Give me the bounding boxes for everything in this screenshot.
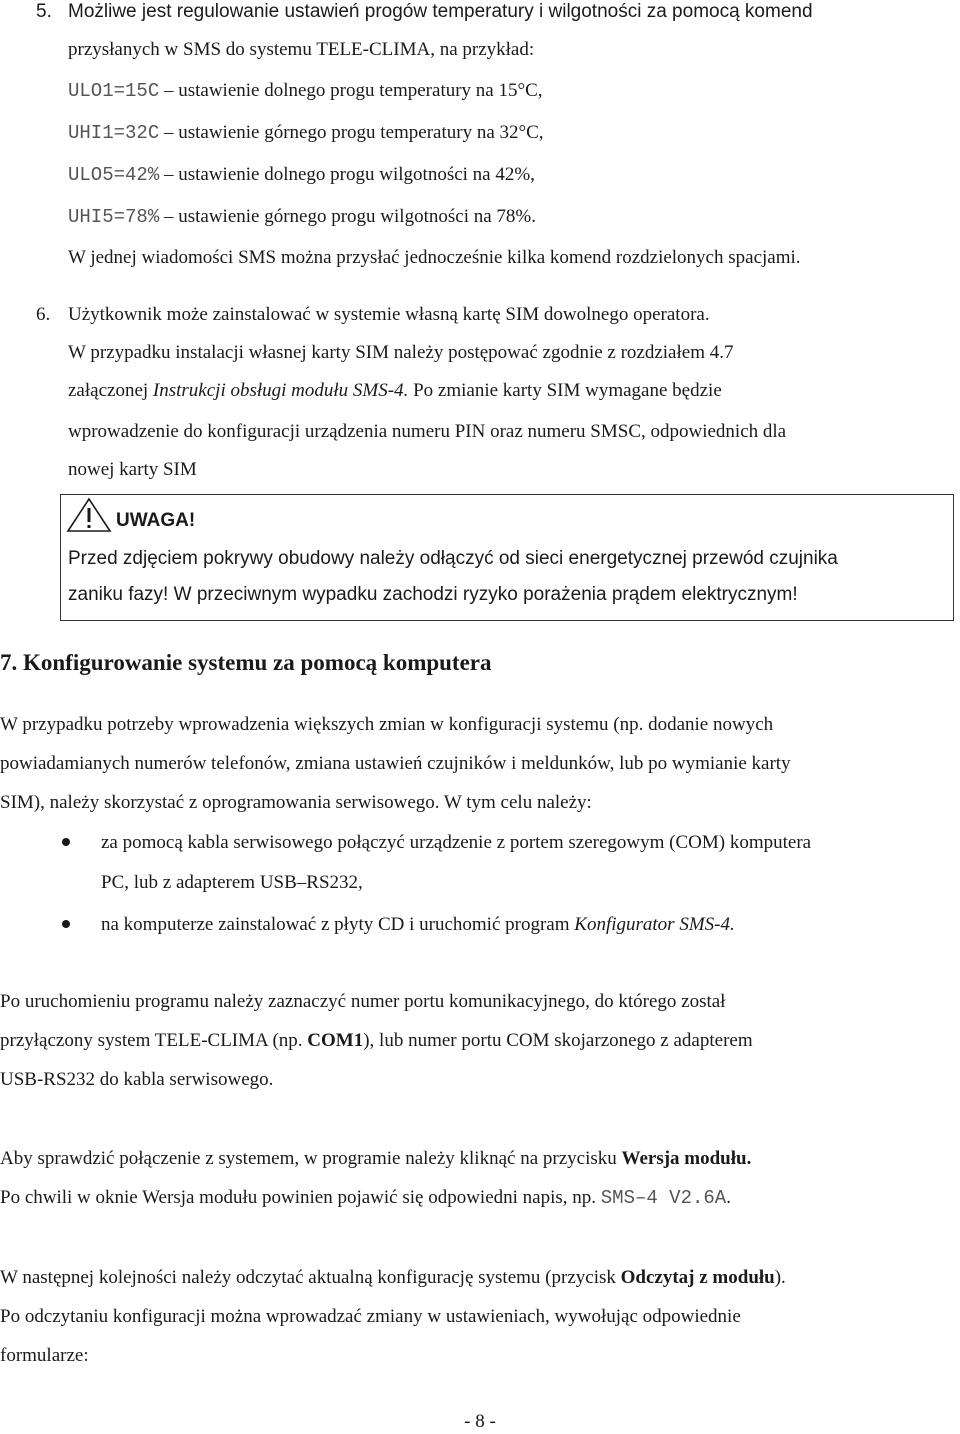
command-code: UHI1=32C [68, 122, 160, 144]
paragraph-2-line-3: USB-RS232 do kabla serwisowego. [0, 1069, 274, 1090]
bullet-dot [62, 920, 70, 928]
paragraph-4-line-3: formularze: [0, 1345, 89, 1366]
text-span: ), lub numer portu COM skojarzonego z adapterem [363, 1030, 753, 1051]
text-span: załączonej [68, 380, 153, 401]
manual-title: Instrukcji obsługi modułu SMS-4. [152, 380, 409, 401]
command-row-3 [68, 163, 535, 187]
section-heading: 7. Konfigurowanie systemu za pomocą komputera [0, 650, 492, 675]
bullet-dot [62, 838, 70, 846]
paragraph-1-line-1: W przypadku potrzeby wprowadzenia większych zmian w konfiguracji systemu (np. dodanie nowych [0, 714, 774, 735]
version-string: SMS–4 V2.6A [600, 1187, 727, 1209]
command-description: – ustawienie górnego progu wilgotności na 78%. [163, 206, 536, 227]
paragraph-2-line-2 [0, 1029, 753, 1053]
paragraph-1-line-3: SIM), należy skorzystać z oprogramowania serwisowego. W tym celu należy: [0, 792, 592, 813]
item-6-line-2: W przypadku instalacji własnej karty SIM należy postępować zgodnie z rozdziałem 4.7 [68, 342, 734, 363]
warning-title: UWAGA! [116, 510, 196, 531]
command-row-2 [68, 121, 544, 145]
item-5-note: W jednej wiadomości SMS można przysłać jednocześnie kilka komend rozdzielonych spacjami. [68, 247, 801, 268]
command-row-4 [68, 205, 536, 229]
bullet-1-line-2: PC, lub z adapterem USB–RS232, [101, 872, 363, 893]
paragraph-2-line-1: Po uruchomieniu programu należy zaznaczyć numer portu komunikacyjnego, do którego został [0, 991, 726, 1012]
item-6-line-3 [68, 379, 722, 403]
command-code: ULO5=42% [68, 164, 160, 186]
text-span: na komputerze zainstalować z płyty CD i uruchomić program [101, 914, 575, 935]
item-5-line-1: Możliwe jest regulowanie ustawień progów temperatury i wilgotności za pomocą komend [68, 1, 813, 22]
paragraph-3-line-2 [0, 1186, 731, 1210]
command-code: ULO1=15C [68, 80, 160, 102]
paragraph-4-line-1 [0, 1266, 786, 1290]
text-span: przyłączony system TELE-CLIMA (np. [0, 1030, 308, 1051]
item-5-line-2: przysłanych w SMS do systemu TELE-CLIMA, na przykład: [68, 39, 535, 60]
paragraph-3-line-1 [0, 1147, 751, 1171]
warning-line-2: zaniku fazy! W przeciwnym wypadku zachodzi ryzyko porażenia prądem elektrycznym! [68, 584, 798, 605]
bullet-1-line-1: za pomocą kabla serwisowego połączyć urządzenie z portem szeregowym (COM) komputera [101, 832, 812, 853]
text-span: ). [774, 1267, 786, 1288]
text-span: Po zmianie karty SIM wymagane będzie [408, 380, 722, 401]
item-5-number: 5. [36, 1, 52, 22]
command-code: UHI5=78% [68, 206, 160, 228]
port-name: COM1 [307, 1030, 364, 1051]
warning-triangle-icon [66, 497, 112, 533]
item-6-line-4: wprowadzenie do konfiguracji urządzenia numeru PIN oraz numeru SMSC, odpowiednich dla [68, 421, 787, 442]
bullet-2 [101, 913, 735, 937]
command-description: – ustawienie dolnego progu temperatury na 15°C, [163, 80, 543, 101]
item-6-line-1: Użytkownik może zainstalować w systemie własną kartę SIM dowolnego operatora. [68, 304, 710, 325]
item-6-line-5: nowej karty SIM [68, 459, 197, 480]
text-span: Aby sprawdzić połączenie z systemem, w programie należy kliknąć na przycisku [0, 1148, 622, 1169]
page-number: - 8 - [464, 1411, 496, 1432]
paragraph-4-line-2: Po odczytaniu konfiguracji można wprowadzać zmiany w ustawieniach, wywołując odpowiednie [0, 1306, 741, 1327]
command-description: – ustawienie górnego progu temperatury na 32°C, [163, 122, 544, 143]
warning-line-1: Przed zdjęciem pokrywy obudowy należy odłączyć od sieci energetycznej przewód czujnika [68, 548, 838, 569]
text-span: W następnej kolejności należy odczytać aktualną konfigurację systemu (przycisk [0, 1267, 621, 1288]
paragraph-1-line-2: powiadamianych numerów telefonów, zmiana ustawień czujników i meldunków, lub po wymianie karty [0, 753, 791, 774]
item-6-number: 6. [36, 304, 51, 325]
command-row-1 [68, 79, 543, 103]
button-reference: Wersja modułu. [621, 1148, 752, 1169]
command-description: – ustawienie dolnego progu wilgotności na 42%, [163, 164, 535, 185]
button-reference: Odczytaj z modułu [620, 1267, 775, 1288]
program-name: Konfigurator SMS-4. [574, 914, 735, 935]
text-span: Po chwili w oknie Wersja modułu powinien pojawić się odpowiedni napis, np. [0, 1187, 601, 1208]
text-span: . [726, 1187, 731, 1208]
